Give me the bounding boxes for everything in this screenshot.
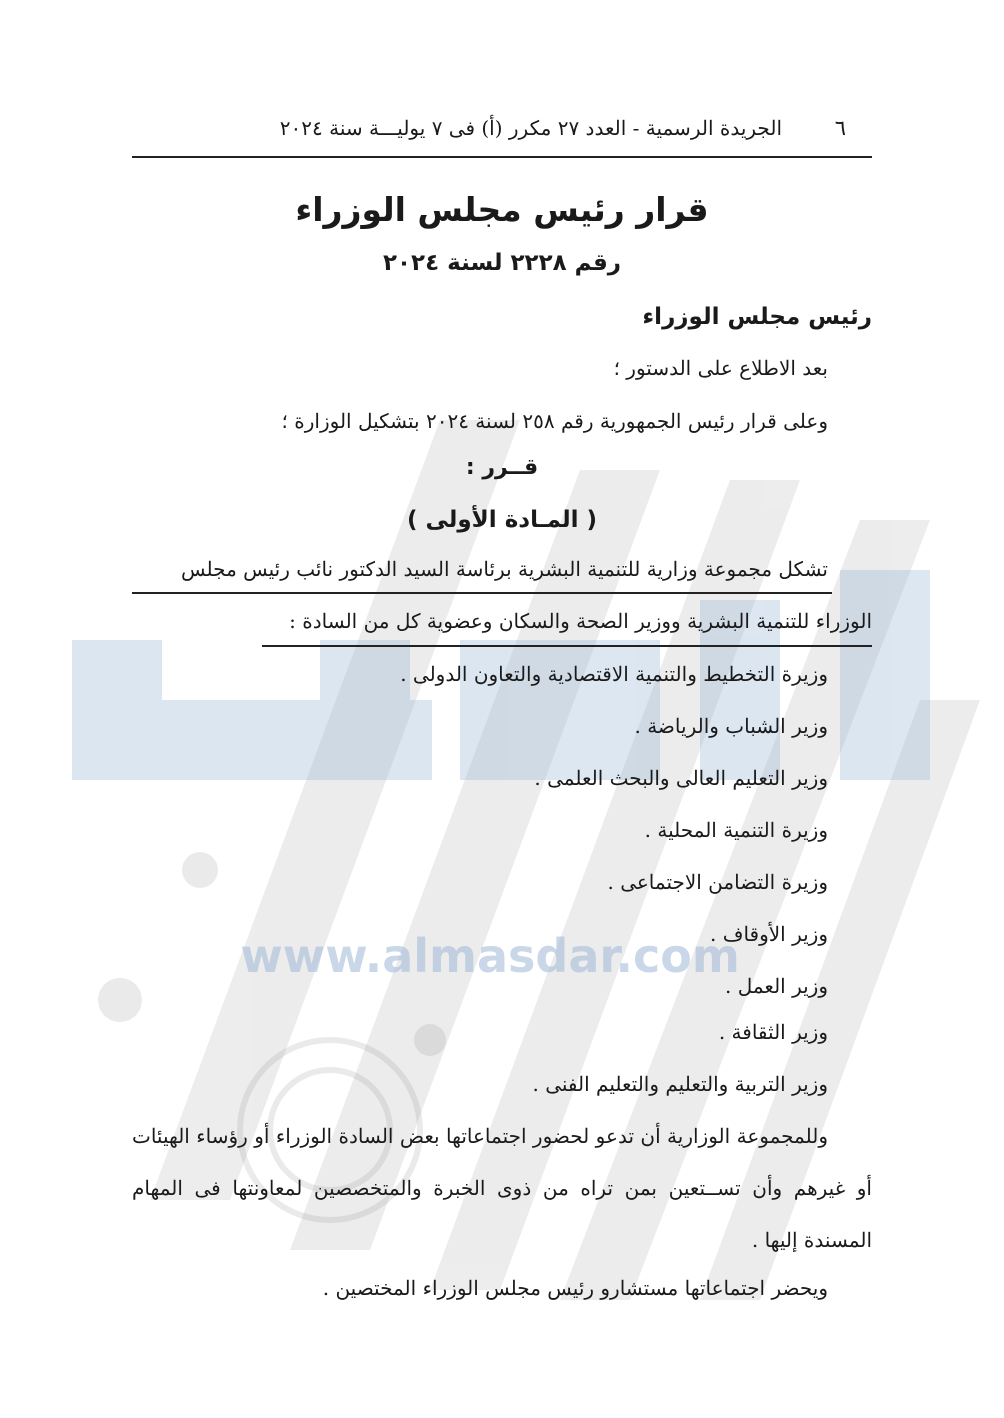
member-item: وزير التربية والتعليم والتعليم الفنى .	[532, 1072, 828, 1096]
member-item: وزيرة التنمية المحلية .	[644, 818, 828, 842]
member-item: وزير الشباب والرياضة .	[634, 714, 828, 738]
underline-rule	[132, 592, 832, 594]
article-title: ( المـادة الأولى )	[406, 507, 598, 533]
member-item: وزير التعليم العالى والبحث العلمى .	[534, 766, 828, 790]
page-number: ٦	[834, 116, 846, 140]
member-item: وزيرة التخطيط والتنمية الاقتصادية والتعاون الدولى .	[400, 662, 828, 686]
decree-issuer: رئيس مجلس الوزراء	[642, 304, 872, 330]
preamble-line: بعد الاطلاع على الدستور ؛	[613, 356, 828, 380]
decree-number: رقم ٢٢٢٨ لسنة ٢٠٢٤	[382, 250, 622, 276]
gazette-issue-line: الجريدة الرسمية - العدد ٢٧ مكرر (أ) فى ٧ يوليـــة سنة ٢٠٢٤	[279, 116, 782, 140]
page-header	[132, 112, 872, 158]
watermark-site-text: www.almasdar.com	[240, 929, 740, 983]
member-item: وزيرة التضامن الاجتماعى .	[607, 870, 828, 894]
member-item: وزير الأوقاف .	[710, 922, 828, 946]
decree-title: قرار رئيس مجلس الوزراء	[295, 190, 709, 229]
closing-paragraph: وللمجموعة الوزارية أن تدعو لحضور اجتماعاتها بعض السادة الوزراء أو رؤساء الهيئات أو غيرهم وأن تســتعين بمن تراه من ذوى الخبرة والمتخصصين لمعاونتها فى المهام المسندة إليها .	[132, 1124, 872, 1252]
member-item: وزير الثقافة .	[718, 1020, 828, 1044]
decided-heading: قــرر :	[465, 455, 539, 480]
member-item: وزير العمل .	[725, 974, 828, 998]
article-intro-line-1: تشكل مجموعة وزارية للتنمية البشرية برئاسة السيد الدكتور نائب رئيس مجلس	[181, 557, 828, 581]
preamble-line: وعلى قرار رئيس الجمهورية رقم ٢٥٨ لسنة ٢٠٢٤ بتشكيل الوزارة ؛	[281, 409, 828, 433]
article-intro-line-2: الوزراء للتنمية البشرية ووزير الصحة والسكان وعضوية كل من السادة :	[289, 609, 872, 633]
underline-rule	[262, 645, 872, 647]
closing-line: ويحضر اجتماعاتها مستشارو رئيس مجلس الوزراء المختصين .	[322, 1276, 828, 1300]
